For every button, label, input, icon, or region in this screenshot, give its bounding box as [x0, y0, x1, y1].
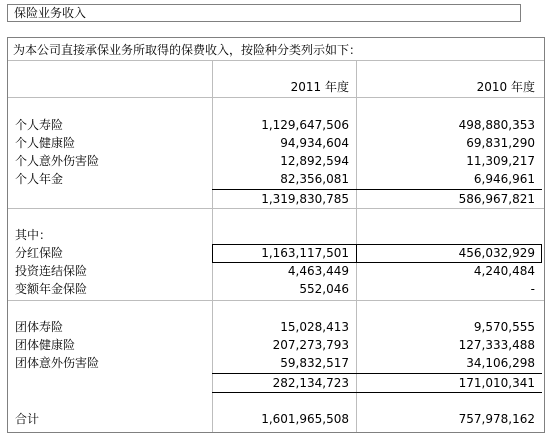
value-2010: - — [530, 282, 535, 296]
value-2010: 127,333,488 — [458, 338, 535, 352]
value-2011: 4,463,449 — [287, 264, 349, 278]
table-row — [8, 280, 544, 298]
subtotal-underline — [356, 392, 542, 393]
value-2011: 82,356,081 — [280, 172, 349, 186]
row-label: 投资连结保险 — [15, 264, 88, 278]
subtotal-2010: 586,967,821 — [458, 192, 535, 206]
subtotal-2010: 171,010,341 — [458, 376, 535, 390]
header-2010: 2010 年度 — [476, 80, 535, 94]
table-row — [8, 116, 544, 134]
subtotal-underline — [212, 392, 356, 393]
value-2011: 207,273,793 — [272, 338, 349, 352]
row-divider — [8, 97, 544, 98]
table-intro: 为本公司直接承保业务所取得的保费收入，按险种分类列示如下： — [13, 43, 362, 57]
table-row — [8, 170, 544, 188]
value-2011: 12,892,594 — [280, 154, 349, 168]
header-2011: 2011 年度 — [290, 80, 349, 94]
total-label: 合计 — [15, 412, 40, 426]
row-label: 团体健康险 — [15, 338, 76, 352]
value-2010: 11,309,217 — [466, 154, 535, 168]
table-row — [8, 318, 544, 336]
row-label: 变额年金保险 — [15, 282, 88, 296]
value-2010: 34,106,298 — [466, 356, 535, 370]
table-row — [8, 152, 544, 170]
table-row — [8, 244, 544, 262]
value-2011: 1,129,647,506 — [261, 118, 349, 132]
row-divider — [8, 300, 544, 301]
row-label: 个人健康险 — [15, 136, 76, 150]
row-label: 团体意外伤害险 — [15, 356, 100, 370]
value-2011: 94,934,604 — [280, 136, 349, 150]
group-heading — [8, 226, 544, 244]
table-row — [8, 134, 544, 152]
subtotal-row — [8, 190, 544, 208]
value-2010: 498,880,353 — [458, 118, 535, 132]
section-title: 保险业务收入 — [7, 4, 521, 22]
value-2010: 456,032,929 — [458, 246, 535, 260]
column-header-row — [8, 78, 544, 96]
subtotal-2011: 1,319,830,785 — [261, 192, 349, 206]
subtotal-2011: 282,134,723 — [272, 376, 349, 390]
row-label: 分红保险 — [15, 246, 64, 260]
total-row — [8, 410, 544, 428]
table-row — [8, 262, 544, 280]
total-2010: 757,978,162 — [458, 412, 535, 426]
row-divider — [8, 208, 544, 209]
value-2010: 9,570,555 — [473, 320, 535, 334]
value-2010: 6,946,961 — [473, 172, 535, 186]
row-label: 个人寿险 — [15, 118, 64, 132]
row-label: 个人年金 — [15, 172, 64, 186]
row-divider — [8, 60, 544, 61]
value-2011: 552,046 — [299, 282, 349, 296]
table-row — [8, 336, 544, 354]
subtotal-row — [8, 374, 544, 392]
value-2010: 69,831,290 — [466, 136, 535, 150]
value-2011: 59,832,517 — [280, 356, 349, 370]
row-label: 个人意外伤害险 — [15, 154, 100, 168]
value-2011: 15,028,413 — [280, 320, 349, 334]
table-row — [8, 354, 544, 372]
row-label: 其中： — [15, 228, 52, 242]
value-2010: 4,240,484 — [473, 264, 535, 278]
total-2011: 1,601,965,508 — [261, 412, 349, 426]
row-label: 团体寿险 — [15, 320, 64, 334]
value-2011: 1,163,117,501 — [261, 246, 349, 260]
